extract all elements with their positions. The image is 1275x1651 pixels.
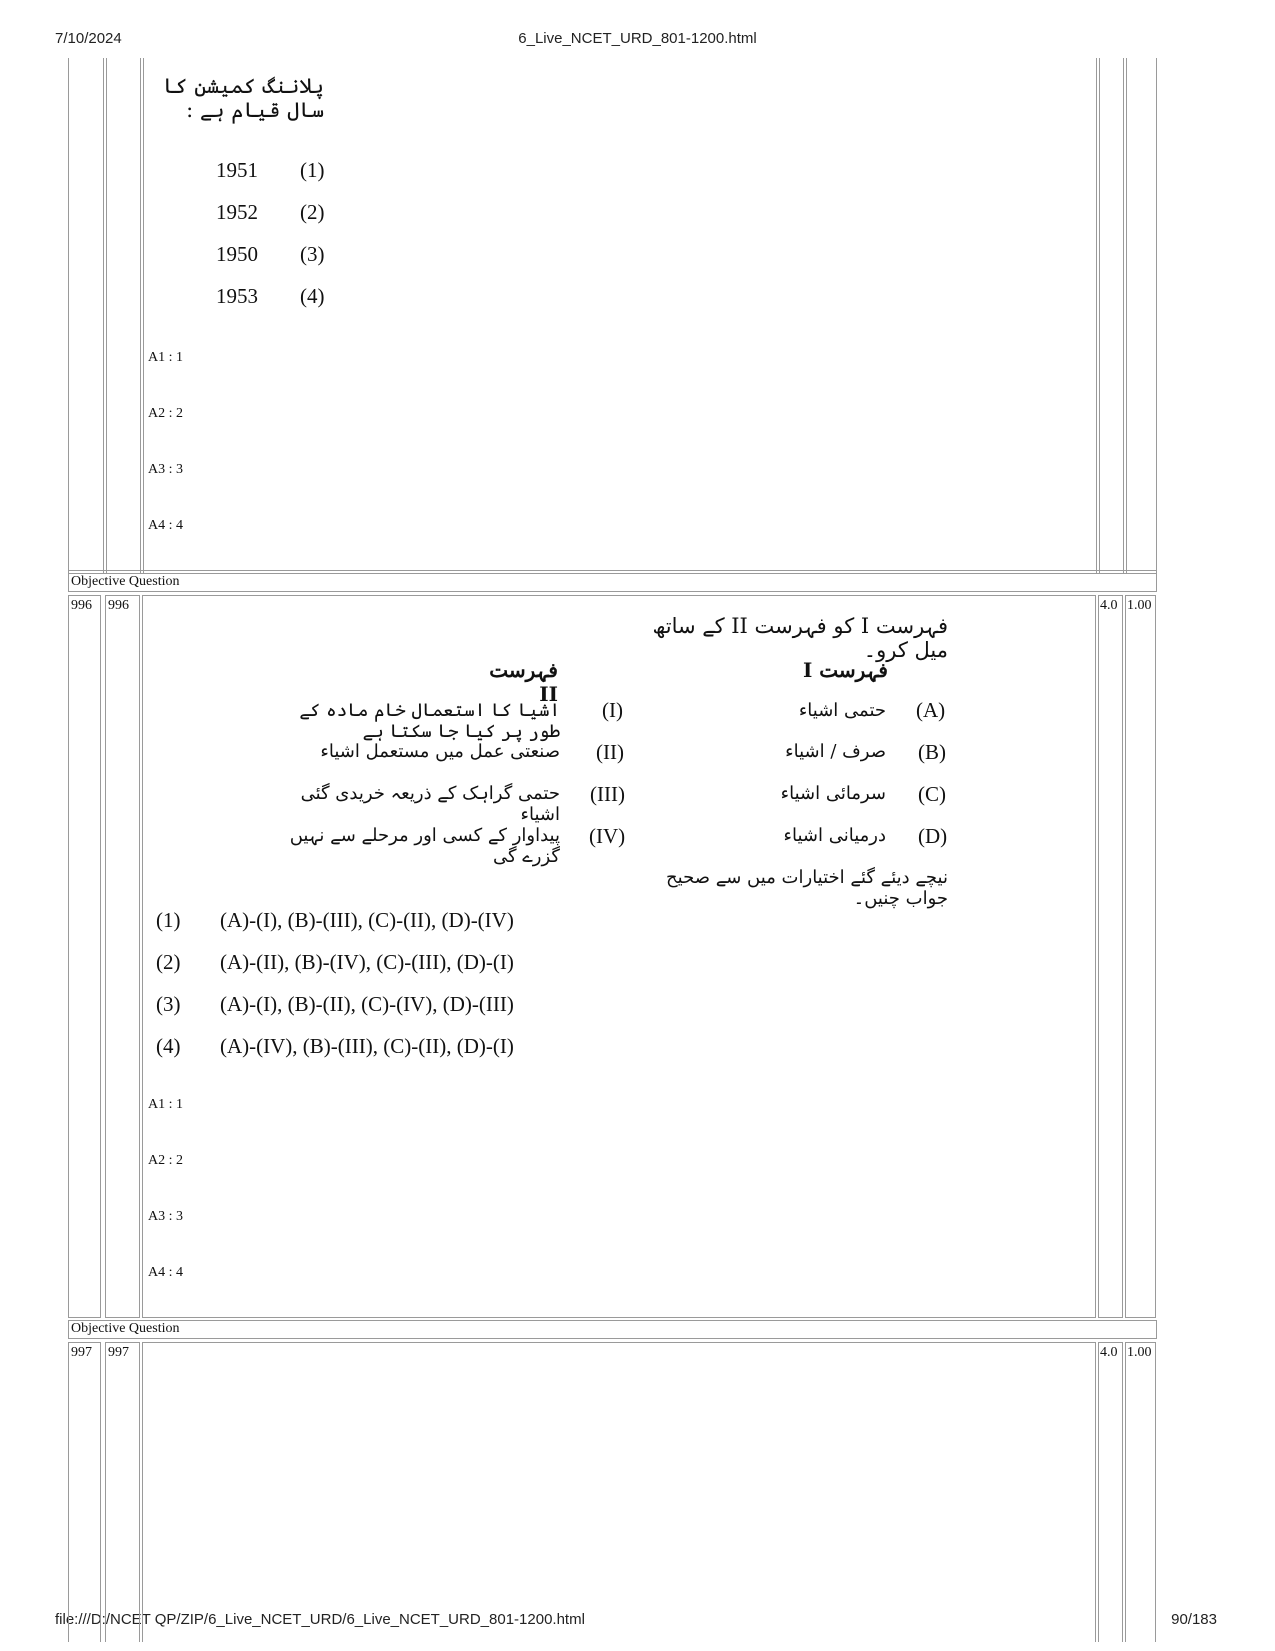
list-2-item: حتمی گراہک کے ذریعہ خریدی گئی اشیاء [300,783,560,825]
list-1-item: حتمی اشیاء [798,700,886,721]
option-number: (3) [300,242,325,266]
table-border [1123,58,1124,573]
list-2-item: اشیا کا استعمال خام مادہ کے طور پر کیا جا سکتا ہے [299,700,560,742]
question-type-label: Objective Question [71,574,180,589]
marks-cell [1098,595,1123,1318]
option-value: 1953 [216,284,258,308]
list-1-label: (C) [918,782,946,806]
question-id-cell [105,595,140,1318]
list-1-heading: فہرست I [802,658,888,682]
marks-cell [1098,1342,1123,1642]
print-page-number: 90/183 [1171,1611,1217,1628]
option-number: (2) [300,200,325,224]
list-2-heading: فہرست II [489,658,558,706]
option-value: 1952 [216,200,258,224]
table-border [140,58,141,573]
negative-marks-value: 1.00 [1127,598,1152,613]
list-2-item: پیداوار کے کسی اور مرحلے سے نہیں گزرے گی [289,825,560,867]
serial-cell [68,595,101,1318]
question-id: 996 [108,598,129,613]
question-table [68,58,1216,1630]
question-id: 997 [108,1345,129,1360]
marks-value: 4.0 [1100,1345,1118,1360]
choice-number: (1) [156,908,181,932]
list-1-label: (A) [916,698,946,722]
choice-value: (A)-(IV), (B)-(III), (C)-(II), (D)-(I) [220,1034,514,1058]
question-body-cell [142,1342,1096,1642]
table-border [1096,58,1097,573]
list-1-label: (B) [918,740,946,764]
table-border [1156,58,1157,573]
list-1-item: صرف / اشیاء [785,741,886,762]
list-2-label: (II) [596,740,624,764]
option-value: 1951 [216,158,258,182]
question-type-row [68,1320,1157,1339]
answer-key: A2 : 2 [148,406,183,421]
list-2-item: صنعتی عمل میں مستعمل اشیاء [320,741,560,762]
table-border [106,58,107,573]
question-stem: فہرست I کو فہرست II کے ساتھ میل کرو۔ [652,614,948,662]
list-2-label: (IV) [589,824,626,848]
list-2-label: (I) [602,698,623,722]
answer-key: A3 : 3 [148,462,183,477]
list-1-item: سرمائی اشیاء [780,783,886,804]
serial-number: 996 [71,598,92,613]
answer-key: A4 : 4 [148,1265,183,1280]
marks-value: 4.0 [1100,598,1118,613]
answer-key: A1 : 1 [148,1097,183,1112]
choice-value: (A)-(I), (B)-(III), (C)-(II), (D)-(IV) [220,908,514,932]
option-value: 1950 [216,242,258,266]
list-2-label: (III) [590,782,625,806]
table-border [143,58,144,573]
answer-key: A3 : 3 [148,1209,183,1224]
choice-number: (3) [156,992,181,1016]
option-number: (4) [300,284,325,308]
print-title: 6_Live_NCET_URD_801-1200.html [518,30,757,47]
choice-value: (A)-(II), (B)-(IV), (C)-(III), (D)-(I) [220,950,514,974]
list-1-label: (D) [918,824,948,848]
answer-key: A1 : 1 [148,350,183,365]
list-1-item: درمیانی اشیاء [783,825,886,846]
answer-key: A4 : 4 [148,518,183,533]
serial-cell [68,1342,101,1642]
negative-marks-value: 1.00 [1127,1345,1152,1360]
instruction-text: نیچے دیئے گئے اختیارات میں سے صحیح جواب چنیں۔ [666,867,948,909]
question-type-label: Objective Question [71,1321,180,1336]
question-stem: پلاننگ کمیشن کا سال قیام ہے : [162,74,324,122]
print-date: 7/10/2024 [55,30,122,47]
question-type-row [68,573,1157,592]
choice-value: (A)-(I), (B)-(II), (C)-(IV), (D)-(III) [220,992,514,1016]
serial-number: 997 [71,1345,92,1360]
choice-number: (4) [156,1034,181,1058]
table-border [68,570,1157,571]
choice-number: (2) [156,950,181,974]
table-border [103,58,104,573]
table-border [68,58,69,573]
negative-marks-cell [1125,1342,1156,1642]
negative-marks-cell [1125,595,1156,1318]
answer-key: A2 : 2 [148,1153,183,1168]
option-number: (1) [300,158,325,182]
table-border [1099,58,1100,573]
table-border [1126,58,1127,573]
question-id-cell [105,1342,140,1642]
print-file-path: file:///D:/NCET QP/ZIP/6_Live_NCET_URD/6_Live_NCET_URD_801-1200.html [55,1611,585,1628]
